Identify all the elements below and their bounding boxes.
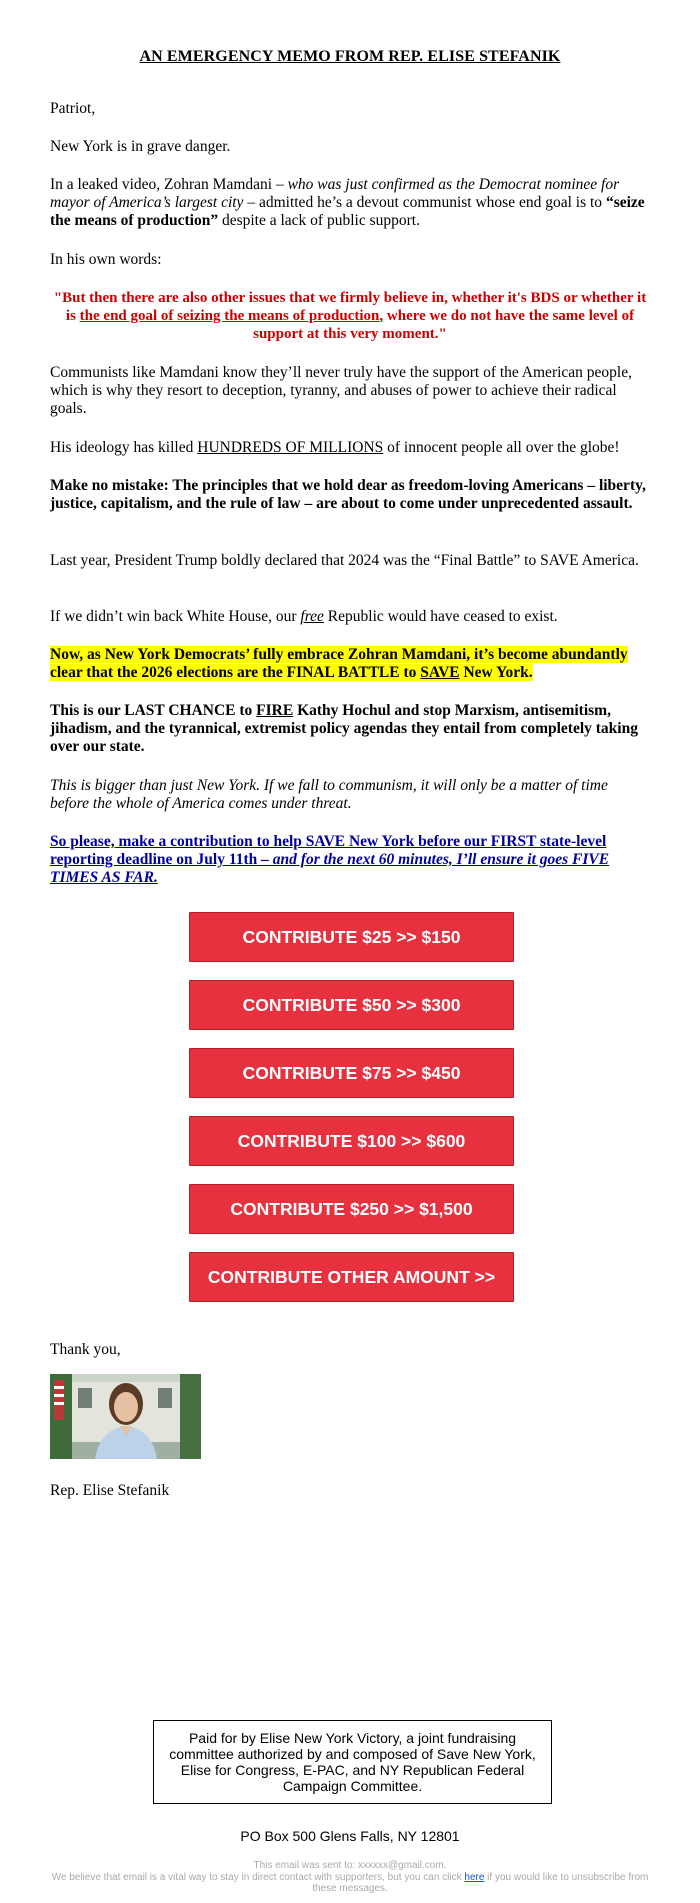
signature-name: Rep. Elise Stefanik	[50, 1482, 170, 1499]
unsubscribe-notice: We believe that email is a vital way to stay in direct contact with supporters, but you can click here if you would like to unsubscribe from these messages.	[51, 1872, 649, 1894]
unsubscribe-link[interactable]: here	[464, 1872, 485, 1883]
paragraph-own-words: In his own words:	[50, 251, 162, 268]
paragraph-make-no-mistake: Make no mistake: The principles that we hold dear as freedom-loving Americans – liberty, justice, capitalism, and the rule of law – are about to come under unprecedented assault.	[50, 477, 646, 512]
paragraph-danger: New York is in grave danger.	[50, 138, 231, 155]
contribute-250-button[interactable]: CONTRIBUTE $250 >> $1,500	[189, 1184, 514, 1234]
contribute-75-button[interactable]: CONTRIBUTE $75 >> $450	[189, 1048, 514, 1098]
contribute-other-amount-button[interactable]: CONTRIBUTE OTHER AMOUNT >>	[189, 1252, 514, 1302]
paragraph-bigger: This is bigger than just New York. If we fall to communism, it will only be a matter of time before the whole of America comes under threat.	[50, 777, 608, 812]
thank-you: Thank you,	[50, 1341, 121, 1358]
mailing-address: PO Box 500 Glens Falls, NY 12801	[240, 1828, 460, 1844]
paragraph-ideology: His ideology has killed HUNDREDS OF MILLIONS of innocent people all over the globe!	[50, 439, 620, 456]
paragraph-final-battle: Now, as New York Democrats’ fully embrace Zohran Mamdani, it’s become abundantly clear that the 2026 elections are the FINAL BATTLE to SAVE New York.	[50, 646, 628, 681]
sent-to-notice: This email was sent to: xxxxxx@gmail.com.	[253, 1860, 447, 1871]
contribute-100-button[interactable]: CONTRIBUTE $100 >> $600	[189, 1116, 514, 1166]
paragraph-leaked-video: In a leaked video, Zohran Mamdani – who was just confirmed as the Democrat nominee for mayor of America’s largest city – admitted he’s a devout communist whose end goal is to “seize the means of production” despite a lack of public support.	[50, 176, 645, 229]
contribute-link[interactable]: So please, make a contribution to help SAVE New York before our FIRST state-level reporting deadline on July 11th – and for the next 60 minutes, I’ll ensure it goes FIVE TIMES AS FAR.	[50, 833, 610, 886]
greeting: Patriot,	[50, 100, 96, 117]
paragraph-trump: Last year, President Trump boldly declared that 2024 was the “Final Battle” to SAVE America.	[50, 552, 639, 569]
contribute-25-button[interactable]: CONTRIBUTE $25 >> $150	[189, 912, 514, 962]
paragraph-communists: Communists like Mamdani know they’ll never truly have the support of the American people, which is why they resort to deception, tyranny, and abuses of power to achieve their radical goals.	[50, 364, 632, 417]
mamdani-quote: "But then there are also other issues that we firmly believe in, whether it's BDS or whether it is the end goal of seizing the means of production, where we do not have the same level of support at this very moment."	[53, 290, 647, 342]
paragraph-free-republic: If we didn’t win back White House, our free Republic would have ceased to exist.	[50, 608, 558, 625]
contribute-50-button[interactable]: CONTRIBUTE $50 >> $300	[189, 980, 514, 1030]
paragraph-last-chance: This is our LAST CHANCE to FIRE Kathy Hochul and stop Marxism, antisemitism, jihadism, and the tyrannical, extremist policy agendas they entail from completely taking over our state.	[50, 702, 638, 755]
stefanik-photo	[50, 1374, 201, 1459]
paid-for-disclaimer: Paid for by Elise New York Victory, a joint fundraising committee authorized by and composed of Save New York, Elise for Congress, E-PAC, and NY Republican Federal Campaign Committee.	[153, 1720, 552, 1804]
memo-title: AN EMERGENCY MEMO FROM REP. ELISE STEFANIK	[139, 48, 561, 65]
portrait-image	[50, 1374, 201, 1459]
